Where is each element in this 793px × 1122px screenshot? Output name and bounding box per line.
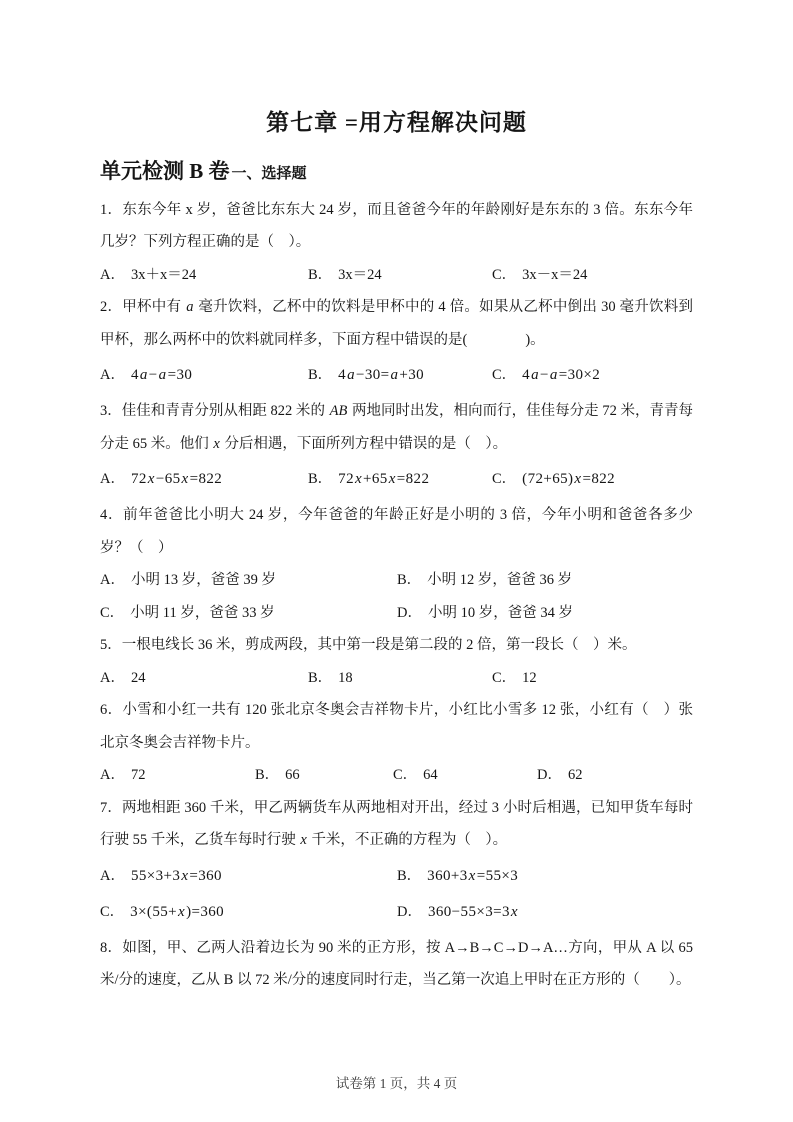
option-label: D．: [397, 604, 422, 621]
option: [308, 465, 492, 493]
option-row: [100, 361, 693, 389]
page-title: 第七章 =用方程解决问题: [266, 110, 527, 135]
question-block: [100, 291, 693, 389]
option-label: B．: [308, 669, 333, 686]
option: [100, 898, 397, 926]
option-value: 小明 12 岁，爸爸 36 岁: [427, 572, 573, 589]
option-value: 55×3+3x=360: [130, 867, 222, 884]
option: [492, 662, 693, 695]
option: [100, 597, 397, 630]
option-label: C．: [100, 604, 125, 621]
option-value: 4a−a=30: [130, 367, 193, 384]
option-label: B．: [397, 572, 422, 589]
section-heading: [100, 155, 693, 185]
option: [308, 259, 492, 292]
option-label: A．: [100, 471, 125, 488]
option-value: 24: [130, 669, 146, 686]
option-value: 3x－x＝24: [522, 266, 588, 283]
option-label: B．: [397, 867, 422, 884]
option: [397, 564, 693, 597]
question-block: [100, 395, 693, 493]
option-value: 72x−65x=822: [130, 471, 223, 488]
option: [255, 759, 393, 792]
option-value: 3×(55+x)=360: [130, 903, 225, 920]
option-row: [100, 259, 693, 292]
option: [308, 361, 492, 389]
question-text: 7．两地相距 360 千米，甲乙两辆货车从两地相对开出，经过 3 小时后相遇，已知甲货车每时行驶 55 千米，乙货车每时行驶 x 千米，不正确的方程为（ ）。: [100, 799, 693, 849]
option-value: 64: [423, 767, 438, 784]
option-label: B．: [255, 767, 280, 784]
option-label: C．: [492, 266, 517, 283]
option: [100, 862, 397, 890]
option: [100, 662, 308, 695]
question-text: 5．一根电线长 36 米，剪成两段，其中第一段是第二段的 2 倍，第一段长（ ）米。: [100, 637, 637, 654]
question-text: 4．前年爸爸比小明大 24 岁，今年爸爸的年龄正好是小明的 3 倍，今年小明和爸爸各多少岁？（ ）: [100, 507, 693, 556]
option-label: A．: [100, 767, 125, 784]
option-label: C．: [100, 903, 125, 920]
option-value: 360+3x=55×3: [427, 867, 519, 884]
option-value: 66: [285, 767, 300, 784]
question-block: [100, 694, 693, 792]
option-value: 3x＝24: [338, 266, 382, 283]
question-list: [100, 194, 693, 997]
question-text: 2．甲杯中有 a 毫升饮料，乙杯中的饮料是甲杯中的 4 倍。如果从乙杯中倒出 30 毫升饮料到甲杯，那么两杯中的饮料就同样多，下面方程中错误的是( )。: [100, 299, 694, 348]
option-row: [100, 564, 693, 629]
option-value: 72x+65x=822: [338, 471, 430, 488]
option-value: 18: [338, 669, 353, 686]
option-label: A．: [100, 266, 125, 283]
option-row: [100, 465, 693, 493]
option-label: A．: [100, 572, 125, 589]
option-row: [100, 862, 693, 926]
option-row: [100, 662, 693, 695]
option-label: C．: [492, 471, 517, 488]
question-text: 8．如图，甲、乙两人沿着边长为 90 米的正方形，按 A→B→C→D→A…方向，甲从 A 以 65 米/分的速度，乙从 B 以 72 米/分的速度同时行走，当乙第一次追上甲时在正方形的（ ）。: [100, 939, 693, 989]
option: [100, 361, 308, 389]
option-value: 小明 11 岁，爸爸 33 岁: [130, 604, 275, 621]
option-label: A．: [100, 669, 125, 686]
option-label: C．: [492, 669, 517, 686]
question-block: [100, 932, 693, 997]
option-label: B．: [308, 471, 333, 488]
option: [397, 597, 693, 630]
option: [397, 862, 693, 890]
option: [308, 662, 492, 695]
option-value: 4a−a=30×2: [522, 367, 601, 384]
question-block: [100, 629, 693, 694]
page-footer: 试卷第 1 页，共 4 页: [335, 1076, 458, 1091]
option: [100, 759, 255, 792]
section-heading-sub: 一、选择题: [231, 165, 307, 182]
option: [100, 564, 397, 597]
option: [100, 259, 308, 292]
option-value: (72+65)x=822: [522, 471, 616, 488]
option-label: C．: [393, 767, 418, 784]
option-label: D．: [537, 767, 562, 784]
option: [537, 759, 693, 792]
option-value: 62: [567, 767, 583, 784]
option-label: D．: [397, 903, 422, 920]
option: [393, 759, 537, 792]
section-heading-main: 单元检测 B 卷: [100, 158, 230, 183]
question-text: 6．小雪和小红一共有 120 张北京冬奥会吉祥物卡片，小红比小雪多 12 张，小红有（ ）张北京冬奥会吉祥物卡片。: [100, 702, 693, 751]
option-value: 4a−30=a+30: [338, 367, 425, 384]
option-label: B．: [308, 266, 333, 283]
option-value: 360−55×3=3x: [427, 903, 518, 920]
option-label: B．: [308, 367, 333, 384]
option-label: A．: [100, 367, 125, 384]
option-row: [100, 759, 693, 792]
option: [100, 465, 308, 493]
question-text: 3．佳佳和青青分别从相距 822 米的 AB 两地同时出发，相向而行，佳佳每分走 72 米，青青每分走 65 米。他们 x 分后相遇，下面所列方程中错误的是（ ）。: [100, 403, 694, 452]
option: [492, 465, 693, 493]
option-label: A．: [100, 867, 125, 884]
option: [492, 361, 693, 389]
question-block: [100, 194, 693, 292]
option-label: C．: [492, 367, 517, 384]
option-value: 小明 13 岁，爸爸 39 岁: [130, 572, 276, 589]
option-value: 3x＋x＝24: [130, 266, 197, 283]
option-value: 12: [522, 669, 537, 686]
question-block: [100, 499, 693, 629]
option-value: 72: [130, 767, 146, 784]
option-value: 小明 10 岁，爸爸 34 岁: [427, 604, 573, 621]
option: [492, 259, 693, 292]
question-text: 1．东东今年 x 岁，爸爸比东东大 24 岁，而且爸爸今年的年龄刚好是东东的 3 倍。东东今年几岁？下列方程正确的是（ ）。: [100, 201, 693, 251]
question-block: [100, 792, 693, 926]
option: [397, 898, 693, 926]
